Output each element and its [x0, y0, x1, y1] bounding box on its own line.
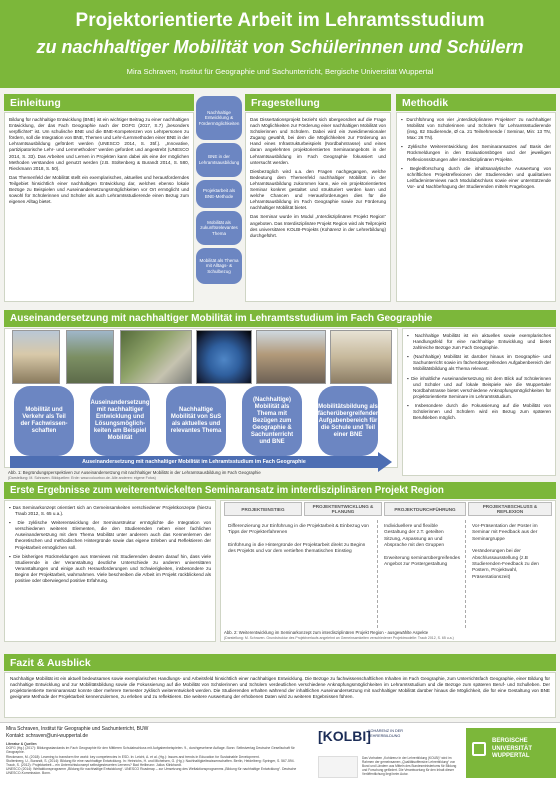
methodik-heading: Methodik	[396, 94, 556, 111]
figure-2-caption: Abb. 2: Weiterentwicklung im Seminarkonzept zum interdisziplinären Projekt Region - ausgewählte Aspekte	[224, 630, 429, 635]
topic-pill: Nachhaltige Entwicklung & Fördermöglichkeiten	[196, 96, 242, 140]
kolbi-logo: [KOLBI]	[318, 728, 371, 744]
fazit-box	[4, 672, 556, 718]
figure-1-arrow: Auseinandersetzung mit nachhaltiger Mobilität im Lehramtsstudium im Fach Geographie	[10, 456, 378, 468]
fragestellung-paragraph: Das Dissertationsprojekt bezieht sich übergeordnet auf die Frage nach Möglichkeiten zur Förderung einer nachhaltigen Mobilität von Schülerinnen und Schülern. Dabei wird ein zweidimensionaler Zugang gewählt, bei dem die Möglichkeiten zur Förderung an Hand eines Infrastrukturbeispiels (Nordbahntrasse) und eines daran angelehnten projektorientierten Seminarangebots in der Lehramtsausbildung im Fach Geographie fokussiert und untersucht werden.	[250, 117, 386, 165]
summary-item: ▪ Die inhaltliche Auseinandersetzung mit dem Blick auf Schülerinnen und Schüler und auf lokale Beispiele wie die Wuppertaler Nordbahntrasse bietet verschiedene Anknüpfungsmöglichkeiten für projektorientierte Seminare im Lehramtsstudium.	[407, 375, 551, 399]
figure-2-source: (Darstellung: M. Schraven. Grundstruktur des Projektverlaufs angelehnt an Gemeinsamkeiten verschiedener Projektmodelle: Traub 2012, S. 65 u.a.)	[224, 636, 454, 640]
perspective-circle: Auseinandersetzung mit nachhaltiger Entwicklung und Lösungsmöglichkeiten am Beispiel Mobilität	[90, 386, 150, 456]
phase-header: PROJEKTABSCHLUSS & REFLEXION	[468, 502, 552, 516]
fragestellung-box	[245, 112, 391, 302]
kolbi-text: KOHÄRENZ IN DER LEHRERBILDUNG	[368, 729, 404, 738]
phase-cell-durchfuehrung	[380, 520, 466, 628]
methodik-item: ▪ Durchführung von vier „interdisziplinären Projekten“ zu nachhaltiger Mobilität von Schülerinnen und Schülern für Lehramtsstudierende (insg. 82 Studierende, Ø ca. 21 Teilnehmende / Seminar, Min: 13 TN, Max: 26 TN).	[401, 117, 551, 141]
perspective-circle: (Nachhaltige) Mobilität als Thema mit Bezügen zum Geographie & Sachunterricht und BNE	[242, 386, 302, 456]
ergebnisse-heading: Erste Ergebnisse zum weiterentwickelten Seminaransatz im interdisziplinären Projekt Region	[4, 482, 556, 499]
summary-item: ▪ Insbesondere durch die Fokussierung auf die Mobilität von Schülerinnen und Schülern wird ein Bezug zum späteren Berufsleben möglich.	[407, 402, 552, 421]
phase-cell-text: Individuellere und flexible Gestaltung der z.T. geteilten Sitzung, Anpassung an und Absprache mit den Gruppen	[384, 524, 444, 549]
photo-path	[120, 330, 192, 384]
arrow-head-icon	[378, 452, 392, 472]
topic-pill: Mobilität als Thema mit Alltags- & Schulbezug	[196, 248, 242, 284]
phase-header: PROJEKTDURCHFÜHRUNG	[384, 502, 466, 516]
ergebnisse-item: ▪ Die zyklische Weiterentwicklung der Seminarstruktur ermöglichte die Integration von verschiedenen weiteren Elementen, die den Studierenden neben einer fachlichen Auseinandersetzung mit dem Thema Mobilität unter anderem auch das Kennenlernen der theoretischen und methodischen Hintergründe sowie das eigene Erleben und Reflektieren der Projektarbeit ermöglichen soll.	[9, 520, 211, 550]
fragestellung-paragraph: Das Seminar wurde im Modul „Interdisziplinäres Projekt Region“ angeboten. Das Interdisziplinäre Projekt Region wird als Teilprojekt des universitären KOLBI-Projekts (Kohärenz in der Lehrerbildung) durchgeführt.	[250, 214, 387, 238]
fazit-heading: Fazit & Ausblick	[4, 654, 556, 671]
contact-name: Mira Schraven, Institut für Geographie und Sachunterricht, BUW	[6, 726, 149, 732]
university-emblem-icon	[472, 742, 486, 756]
photo-street	[12, 330, 60, 384]
methodik-item: ▪ Zyklische Weiterentwicklung des Seminaransatzes auf Basis der Rückmeldungen in den Evaluationsbögen und der jeweiligen Reflexionssitzungen aller interdisziplinären Projekte.	[401, 144, 551, 162]
einleitung-paragraph: Das Themenfeld der Mobilität stellt ein exemplarisches, aktuelles und herausforderndes Teilgebiet hinsichtlich einer nachhaltigen Entwicklung dar, welches ebenso lokale Bezüge zu Beispielen und Auseinandersetzungsmöglichkeiten vor Ort ermöglicht und sowohl für Schülerinnen und Schüler als auch Lehramtsstudierende einen Bezug zum eigenen Alltag bietet.	[9, 174, 189, 205]
phase-cell-text: Veränderungen bei der Abschlussausstellung (z.B Studierenden-Feedback zu den Postern, Projektwahl, Präsentationszeit)	[472, 549, 539, 580]
poster-header	[0, 0, 560, 88]
phase-cell-entwicklung	[224, 520, 378, 628]
reference-item: Rieckmann, M. (2018): Learning to transform the world: key competencies in ESD. In: Leicht, A. et al. (Hg.): Issues and trends in Education for Sustainable Development.	[6, 754, 260, 759]
topic-pill: Mobilität als zukunftsrelevantes Thema	[196, 211, 242, 245]
phase-header: PROJEKTEINSTIEG	[224, 502, 302, 516]
ergebnisse-item: ▪ Das Seminarkonzept orientiert sich an Gemeinsamkeiten verschiedener Projektkonzepte (hierzu Traub 2012, S. 65 u.a.).	[9, 505, 211, 517]
university-name: BERGISCHE UNIVERSITÄT WUPPERTAL	[492, 738, 533, 759]
poster-subtitle: zu nachhaltiger Mobilität von Schülerinnen und Schülern	[36, 37, 524, 57]
auseinandersetzung-heading: Auseinandersetzung mit nachhaltiger Mobilität im Lehramtsstudium im Fach Geographie	[4, 310, 556, 327]
ergebnisse-text-box	[4, 500, 216, 642]
bmbf-logo	[318, 756, 358, 778]
photo-cyclists	[66, 330, 114, 384]
methodik-box	[396, 112, 556, 302]
phase-header: PROJEKTENTWICKLUNG & PLANUNG	[304, 502, 382, 516]
fazit-text: Nachhaltige Mobilität ist ein aktuell bedeutsames sowie exemplarisches Handlungs- und Arbeitsfeld hinsichtlich einer nachhaltigen Entwicklung. Die Bezüge zu fachwissenschaftlichen Inhalten im Fach Geographie, zum Unterrichtsfach Geographie, einer Bildung für nachhaltige Entwicklung und zur Mobilitätsbildung sowie die Fokussierung auf die Mobilität von Schülerinnen und Schülern verdeutlichen verschiedene Anknüpfungsmöglichkeiten im Lehramtsstudium und die Bezüge zum späteren Beruf- und Schulleben. Der projektorientierte Seminaransatz konnte über mehrere Semester zyklisch weiterentwickelt werden. Die Studierenden erhalten während der inhaltlichen Auseinandersetzung mit nachhaltiger Mobilität darüber hinaus die Möglichkeit, die für eine Gestaltung von BNE geeignete Methode der Projektarbeit kennenzulernen, zu erleben und zu reflektieren. Die weitere Auswertung der erhobenen Daten wird zu weiteren Ergebnissen führen.	[10, 676, 550, 700]
phase-cell-text: Erweiterung seminarübergreifendes Angebot zur Postergestaltung	[384, 555, 460, 568]
references-title: Literatur & Quellen	[6, 742, 37, 746]
reference-item: Stoltenberg, U., Burandt, S. (2014): Bildung für eine nachhaltige Entwicklung. In: Heinrichs, H. und Michelsen, G. (Hg.): Nachhaltigkeitswissenschaften. Berlin, Heidelberg: Springer, S. 567-594.	[6, 758, 295, 763]
fragestellung-heading: Fragestellung	[245, 94, 391, 111]
funding-note: Das Vorhaben „Kohärenz in der Lehrerbildung (KOLBI)“ wird im Rahmen der gemeinsamen „Qualitätsoffensive Lehrerbildung“ von Bund und Ländern aus Mitteln des Bundesministeriums für Bildung und Forschung gefördert. Die Verantwortung für den Inhalt dieser Veröffentlichung liegt beim Autor.	[362, 756, 457, 776]
reference-item: Traub, S. (2012): Projektarbeit – ein Unterrichtskonzept selbstgesteuerten Lernens? Bad Heilbrunn: Julius Klinkhardt.	[6, 763, 182, 768]
summary-item: ▪ (Nachhaltige) Mobilität ist darüber hinaus im Geographie- und Sachunterricht sowie im fächerübergreifenden Aufgabenbereich der Mobilitätsbildung als Thema relevant.	[407, 354, 552, 372]
perspective-circle: Nachhaltige Mobilität von SuS als aktuelles und relevantes Thema	[166, 386, 226, 456]
author-line: Mira Schraven, Institut für Geographie und Sachunterricht, Bergische Universität Wuppertal	[126, 67, 434, 76]
einleitung-box	[4, 112, 194, 302]
phase-cell-text: Einführung in die Hintergründe der Projektarbeit direkt zu Beginn des Projekts und vor dem vertieften thematischen Einstieg	[228, 542, 366, 555]
phase-cell-abschluss	[468, 520, 554, 628]
phase-cell-text: Vor-Präsentation der Poster im Seminar mit Feedback aus der Seminargruppe	[472, 524, 538, 542]
topic-pill: Projektarbeit als BNE-Methode	[196, 180, 242, 208]
photo-city	[256, 330, 326, 384]
topic-pill: BNE in der Lehramtsausbildung	[196, 143, 242, 177]
reference-item: DGFG (Hg.) (2017): Bildungsstandards im Fach Geographie für den Mittleren Schulabschluss mit Aufgabenbeispielen. 9., durchgesehene Auflage. Bonn: Selbstverlag Deutsche Gesellschaft für Geographie.	[6, 746, 295, 755]
figure-1-caption: Abb. 1: Begründungsperspektiven zur Auseinandersetzung mit nachhaltiger Mobilität in der Lehramtsausbildung im Fach Geographie	[8, 470, 261, 475]
ergebnisse-item: ▪ Die bisherigen Rückmeldungen aus Interviews mit Studierenden deuten darauf hin, dass viele Studierende in der Veranstaltung deutliche Unterschiede zu anderen universitären Veranstaltungen und einige auch Herausforderungen und Schwierigkeiten, insbesondere zu Beginn der Projektarbeit, wahrnahmen. Viele beschreiben die Arbeit im Projekt rückblickend als positive oder überwiegend positive Erfahrung.	[9, 553, 212, 584]
methodik-item: ▪ Begleitforschung durch die inhaltsanalytische Auswertung von schriftlichen Projektreflexionen der Studierenden und qualitativen Leitfadeninterviews nach Modulabschluss sowie einer unterstützende Vor- und Nachbefragung der Studierenden mittels Fragebogen.	[401, 165, 551, 189]
reference-item: UNESCO (2014): Weltaktionsprogramm „Bildung für nachhaltige Entwicklung“. UNESCO Roadmap – zur Umsetzung des Weltaktionsprogramms „Bildung für nachhaltige Entwicklung“. Deutsche UNESCO-Kommission. Bonn.	[6, 767, 297, 776]
references	[6, 742, 306, 776]
perspective-circle: Mobilität und Verkehr als Teil der Fachwissenschaften	[14, 386, 74, 456]
perspective-circle: Mobilitätsbildung als fächerübergreifender Aufgabenbereich für die Schule und Teil einer BNE	[318, 386, 378, 456]
fragestellung-paragraph: Diesbezüglich wird u.a. den Fragen nachgegangen, welche Bedeutung dem Themenfeld nachhaltiger Mobilität in der Lehramtsausbildung zukommen kann, wie ein projektorientiertes Seminar konkret gestaltet und strukturiert werden kann und welche Chancen und Herausforderungen dies für die Lehramtsausbildung im Fach Geographie sowie zur Förderung nachhaltiger Mobilität bietet.	[250, 168, 386, 211]
auseinandersetzung-summary	[402, 328, 556, 476]
einleitung-paragraph: Bildung für nachhaltige Entwicklung (BNE) ist ein wichtiger Beitrag zu einer nachhaltigen Entwicklung, der das Fach Geographie nach der DGFG (2017, S.7) „besonders verpflichtet“ ist. Um schulische BNE und die BNE-Kompetenzen von Lehrpersonen zu fördern, soll die Integration von BNE, Themen und Lehr-/Lernmethoden einer BNE in der Lehramtsausbildung gefördert werden (UNESCO 2014, S. 35f.). „Innovative, partizipatorische Lehr- und Lernmethoden“ werden gefordert und angestrebt (UNESCO 2014, S. 33). Das Arbeiten und Lernen in Projekten kann dabei als eine der möglichen Methoden verstanden und genutzt werden (z.B. Stoltenberg & Burandt 2014, S. 580, Rieckmann 2018, S. 50).	[9, 117, 189, 171]
poster-title: Projektorientierte Arbeit im Lehramtsstudium	[75, 10, 485, 31]
photo-signs	[330, 330, 392, 384]
phase-cell-text: Differenzierung zur Einführung in die Projektarbeit & Einbezug von Tipps der Projekterfahrenen	[228, 524, 369, 536]
contact-email: Kontakt: schraven@uni-wuppertal.de	[6, 733, 89, 739]
photo-earth	[196, 330, 252, 384]
summary-item: ▪ Nachhaltige Mobilität ist ein aktuelles sowie exemplarisches Handlungsfeld für eine nachhaltige Entwicklung und bietet zahlreiche Bezüge zum Fach Geographie.	[407, 333, 551, 351]
figure-1-source: (Darstellung: M. Schraven. Bildquellen: Erde: www.colourbox.de. Alle anderen: eigene Fotos)	[8, 476, 156, 480]
einleitung-heading: Einleitung	[4, 94, 194, 111]
